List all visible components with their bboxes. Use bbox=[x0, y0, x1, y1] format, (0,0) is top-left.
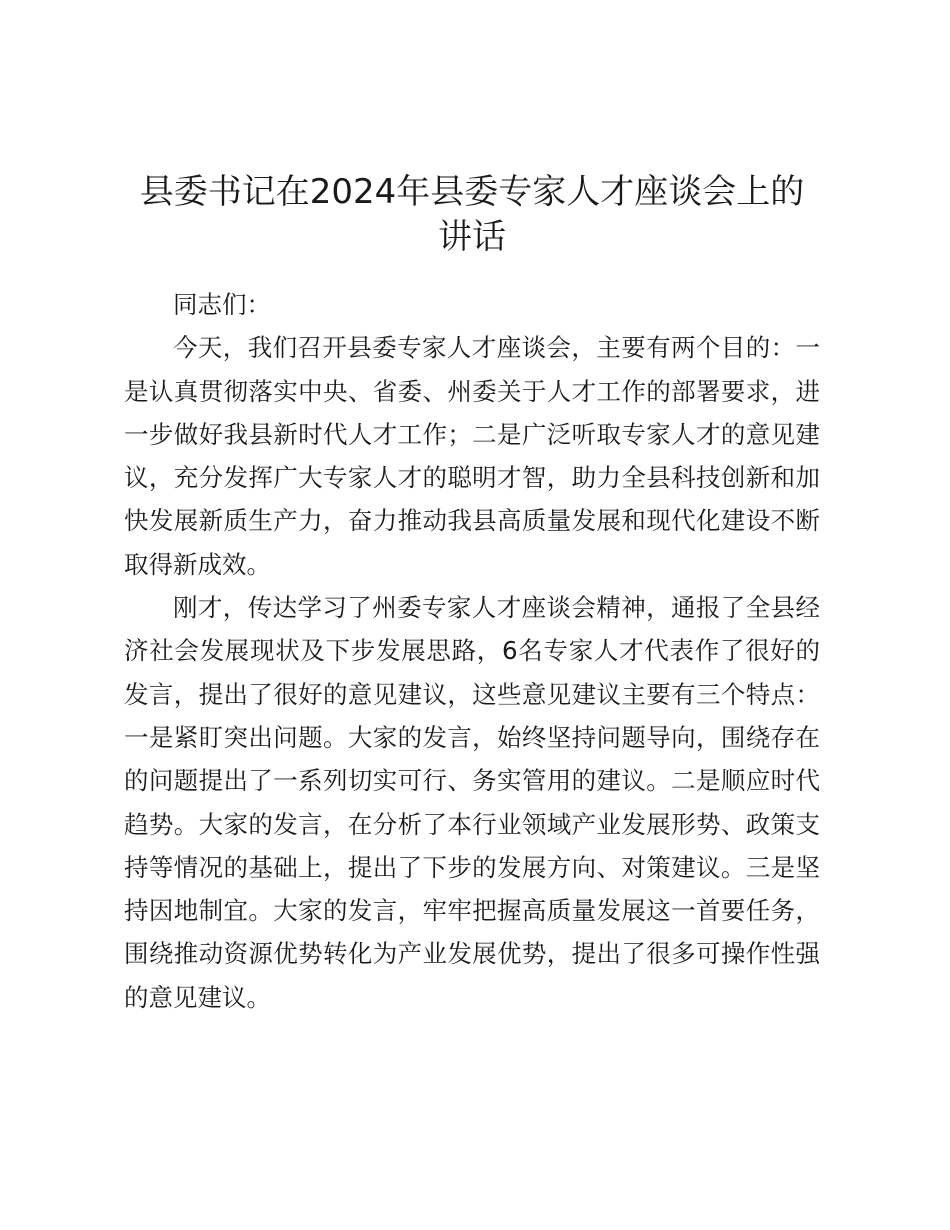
paragraph-1: 今天，我们召开县委专家人才座谈会，主要有两个目的：一是认真贯彻落实中央、省委、州委关于人才工作的部署要求，进一步做好我县新时代人才工作；二是广泛听取专家人才的意见建议，充分发挥广大专家人才的聪明才智，助力全县科技创新和加快发展新质生产力，奋力推动我县高质量发展和现代化建设不断取得新成效。 bbox=[124, 333, 820, 579]
document-body bbox=[124, 283, 820, 1019]
salutation: 同志们： bbox=[173, 290, 271, 319]
document-page bbox=[124, 170, 820, 1019]
paragraph-2: 刚才，传达学习了州委专家人才座谈会精神，通报了全县经济社会发展现状及下步发展思路，6名专家人才代表作了很好的发言，提出了很好的意见建议，这些意见建议主要有三个特点：一是紧盯突出问题。大家的发言，始终坚持问题导向，围绕存在的问题提出了一系列切实可行、务实管用的建议。二是顺应时代趋势。大家的发言，在分析了本行业领域产业发展形势、政策支持等情况的基础上，提出了下步的发展方向、对策建议。三是坚持因地制宜。大家的发言，牢牢把握高质量发展这一首要任务，围绕推动资源优势转化为产业发展优势，提出了很多可操作性强的意见建议。 bbox=[124, 593, 820, 1012]
document-title: 县委书记在2024年县委专家人才座谈会上的讲话 bbox=[139, 172, 805, 257]
